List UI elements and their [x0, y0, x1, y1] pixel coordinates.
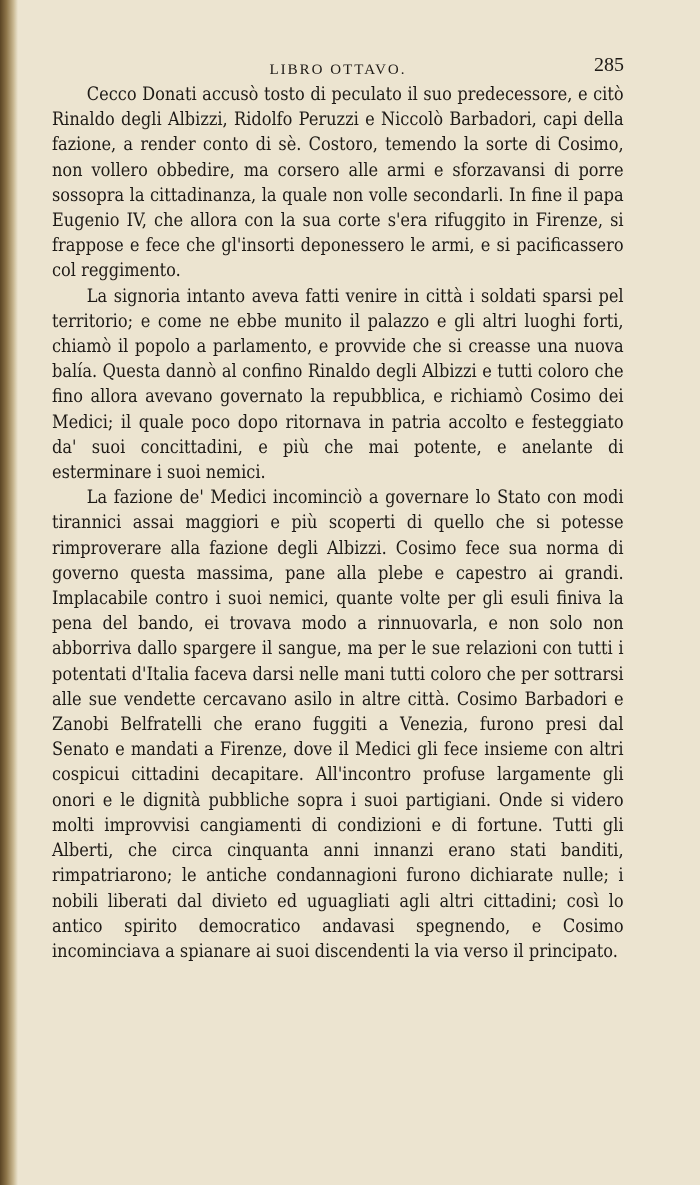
book-page [52, 52, 624, 1172]
running-head: LIBRO OTTAVO. [269, 62, 407, 78]
paragraph-2: La signoria intanto aveva fatti venire in città i soldati sparsi pel territorio; e come ne ebbe munito il palazzo e gli altri luoghi forti, chiamò il popolo a parlamento, e provvide che si creasse una nuova balía. Questa dannò al confino Rinaldo degli Albizzi e tutti coloro che fino allora avevano governato la repubblica, e richiamò Cosimo dei Medici; il quale poco dopo ritornava in patria accolto e festeggiato da' suoi concittadini, e più che mai potente, e anelante di esterminare i suoi nemici. [52, 285, 624, 484]
page-number: 285 [594, 54, 624, 76]
book-spine-shadow [0, 0, 18, 1185]
paragraph-1: Cecco Donati accusò tosto di peculato il suo predecessore, e citò Rinaldo degli Albizzi, Ridolfo Peruzzi e Niccolò Barbadori, capi della fazione, a render conto di sè. Costoro, temendo la sorte di Cosimo, non vollero obbedire, ma corsero alle armi e sforzavansi di porre sossopra la cittadinanza, la quale non volle secondarli. In fine il papa Eugenio IV, che allora con la sua corte s'era rifuggito in Firenze, si frappose e fece che gl'insorti deponessero le armi, e si pacificassero col reggimento. [52, 84, 624, 282]
paragraph-3: La fazione de' Medici incominciò a governare lo Stato con modi tirannici assai maggiori e più scoperti di quello che si potesse rimproverare alla fazione degli Albizzi. Cosimo fece sua norma di governo questa massima, pane alla plebe e capestro ai grandi. Implacabile contro i suoi nemici, quante volte per gli esuli finiva la pena del bando, ei trovava modo a rinnuovarla, e non solo non abborriva dallo spargere il sangue, ma per le sue relazioni con tutti i potentati d'Italia faceva darsi nelle mani tutti coloro che per sottrarsi alle sue vendette cercavano asilo in altre città. Cosimo Barbadori e Zanobi Belfratelli che erano fuggiti a Venezia, furono presi dal Senato e mandati a Firenze, dove il Medici gli fece insieme con altri cospicui cittadini decapitare. All'incontro profuse largamente gli onori e le dignità pubbliche sopra i suoi partigiani. Onde si videro molti improvvisi cangiamenti di condizioni e di fortune. Tutti gli Alberti, che circa cinquanta anni innanzi erano stati banditi, rimpatriarono; le antiche condannagioni furono dichiarate nulle; i nobili liberati dal divieto ed uguagliati agli altri cittadini; così lo antico spirito democratico andavasi spegnendo, e Cosimo incominciava a spianare ai suoi discendenti la via verso il principato. [52, 487, 624, 962]
body-text [52, 82, 624, 964]
page-header [52, 52, 624, 82]
